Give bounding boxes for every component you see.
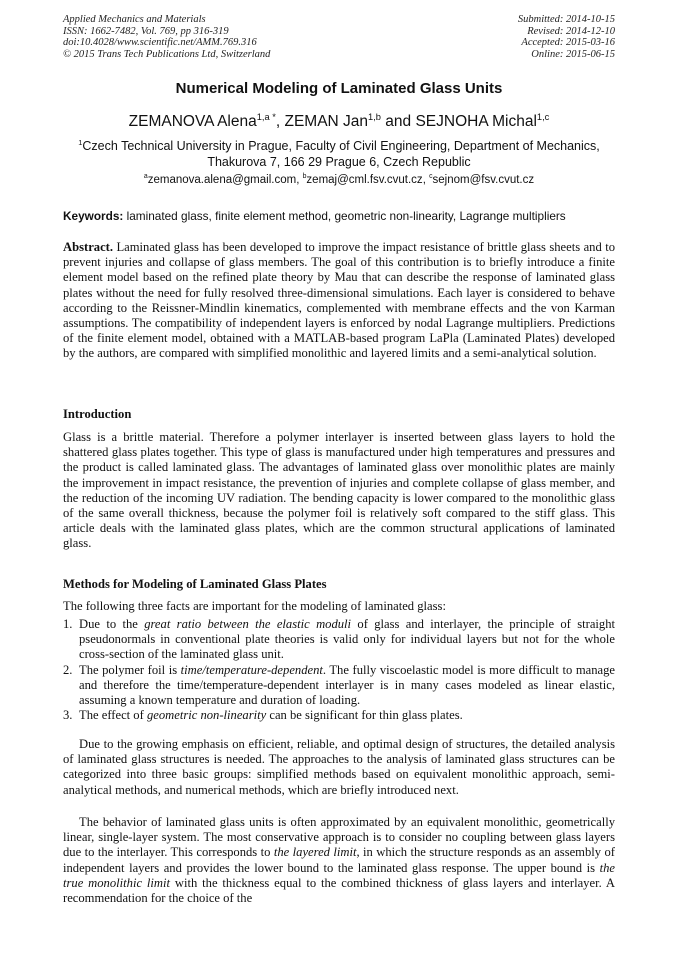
author-separator: ,: [275, 113, 285, 130]
email-address[interactable]: zemaj@cml.fsv.cvut.cz: [306, 174, 423, 186]
abstract: [63, 240, 615, 362]
list-number: 1.: [63, 617, 73, 631]
submitted-date: Submitted: 2014-10-15: [517, 14, 615, 25]
accepted-date: Accepted: 2015-03-16: [521, 37, 615, 48]
journal-name: Applied Mechanics and Materials: [63, 14, 206, 25]
email-sup: a: [143, 173, 148, 181]
email-address[interactable]: sejnom@fsv.cvut.cz: [432, 174, 535, 186]
list-item: [63, 708, 615, 723]
paragraph-text: , in which the structure responds as an assembly of independent layers and provides the lower bound to the laminated glass response. The upper bound is: [63, 845, 615, 875]
journal-doi[interactable]: doi:10.4028/www.scientific.net/AMM.769.316: [63, 37, 257, 48]
author-name: ZEMANOVA Alena: [128, 113, 257, 130]
paragraph-text: The behavior of laminated glass units is often approximated by an equivalent monolithic, geometrically linear, single-layer system. The most conservative approach is to consider no coupling between glass layers due to the interlayer. This corresponds to: [63, 815, 615, 860]
methods-paragraph-1: Due to the growing emphasis on efficient, reliable, and optimal design of structures, the detailed analysis of laminated glass structures is needed. The approaches to the analysis of laminated glass structures can be categorized into three basic groups: simplified methods based on equivalent monolithic approach, semi-analytical methods, and numerical methods, which are briefly introduced next.: [63, 737, 615, 797]
paragraph-emphasis: the true monolithic limit: [63, 860, 615, 890]
email-separator: ,: [422, 174, 430, 186]
author-list: [0, 113, 678, 131]
email-sup: b: [302, 173, 307, 181]
fact-text: The effect of: [79, 708, 147, 723]
list-item: [63, 663, 615, 709]
introduction-text: Glass is a brittle material. Therefore a polymer interlayer is inserted between glass layers to hold the shattered glass plates together. This type of glass is manufactured under high temperatures and pressures and the product is called laminated glass. The advantages of laminated glass over monolithic plates are mainly the improvement in impact resistance, the prevention of injuries and complete collapse of glass member, and the reduction of the incoming UV radiation. The bending capacity is lower compared to the monolithic glass of the same overall thickness, because the polymer foil is relatively soft compared to the stiff glass. This article deals with the laminated glass plates, which are the common structural applications of laminated glass.: [63, 430, 615, 551]
fact-emphasis: time/temperature-dependent: [180, 662, 323, 677]
author-name: ZEMAN Jan: [284, 113, 369, 130]
list-number: 3.: [63, 708, 73, 723]
author-emails: [0, 174, 678, 186]
paper-title: Numerical Modeling of Laminated Glass Units: [175, 80, 503, 97]
affiliation-text: Czech Technical University in Prague, Faculty of Civil Engineering, Department of Mechanics, Thakurova 7, 166 29 Prague 6, Czech Republic: [82, 139, 600, 169]
journal-issn: ISSN: 1662-7482, Vol. 769, pp 316-319: [63, 25, 229, 37]
fact-text: . The fully viscoelastic model is more difficult to manage and therefore the time/temperature-dependent interlayer is in many cases modeled as linear elastic, assuming a known temperature and duration of loading.: [79, 662, 615, 708]
list-item: [63, 617, 615, 663]
methods-intro: The following three facts are important for the modeling of laminated glass:: [63, 599, 446, 613]
publication-dates: [518, 14, 615, 60]
email-separator: ,: [296, 174, 303, 186]
author-name: SEJNOHA Michal: [415, 113, 537, 130]
author-separator: and: [380, 113, 416, 130]
email-address[interactable]: zemanova.alena@gmail.com: [147, 174, 297, 186]
revised-date: Revised: 2014-12-10: [527, 25, 615, 37]
journal-info: [63, 14, 270, 60]
introduction-heading: Introduction: [63, 407, 132, 421]
fact-emphasis: geometric non-linearity: [146, 708, 267, 723]
author-affil-sup: 1,b: [368, 111, 381, 122]
email-sup: c: [429, 173, 433, 181]
keywords-label: Keywords:: [63, 209, 124, 223]
keywords: [63, 209, 623, 223]
journal-copyright: © 2015 Trans Tech Publications Ltd, Switzerland: [63, 48, 271, 60]
methods-paragraph-2: [63, 815, 615, 906]
author-affil-sup: 1,c: [536, 111, 550, 122]
paragraph-text: with the thickness equal to the combined thickness of glass layers and interlayer. A recommendation for the choice of the: [63, 875, 615, 906]
facts-list: [63, 617, 615, 723]
paragraph-emphasis: the layered limit: [273, 845, 357, 860]
fact-text: The polymer foil is: [79, 662, 181, 677]
fact-text: Due to the: [79, 617, 145, 631]
abstract-text: Laminated glass has been developed to improve the impact resistance of brittle glass sheets and to prevent injuries and collapse of glass members. The goal of this contribution is to briefly introduce a finite element model based on the refined plate theory by Mau that can describe the response of laminated glass plates without the need for fully resolved three-dimensional simulations. Each layer is considered to behave according to the Reissner-Mindlin kinematics, complemented with membrane effects and the von Karman assumptions. The compatibility of independent layers is enforced by nodal Lagrange multipliers. Predictions of the finite element model, obtained with a MATLAB-based program LaPla (Laminated Plates) developed by the authors, are compared with simplified monolithic and layered limits and a semi-analytical solution.: [63, 240, 615, 361]
fact-text: of glass and interlayer, the principle of straight pseudonormals in conventional plate theories is valid only for individual layers but not for the whole cross-section of the laminated glass unit.: [79, 617, 616, 662]
affiliation-sup: 1: [78, 137, 83, 147]
affiliation: [60, 138, 618, 170]
author-affil-sup: 1,a *: [256, 111, 276, 122]
fact-text: can be significant for thin glass plates.: [266, 708, 463, 723]
abstract-label: Abstract.: [63, 240, 114, 254]
keywords-text: laminated glass, finite element method, geometric non-linearity, Lagrange multipliers: [126, 209, 566, 223]
fact-emphasis: great ratio between the elastic moduli: [144, 617, 352, 631]
methods-heading: Methods for Modeling of Laminated Glass Plates: [63, 577, 327, 591]
online-date: Online: 2015-06-15: [531, 48, 615, 60]
list-number: 2.: [63, 662, 73, 677]
